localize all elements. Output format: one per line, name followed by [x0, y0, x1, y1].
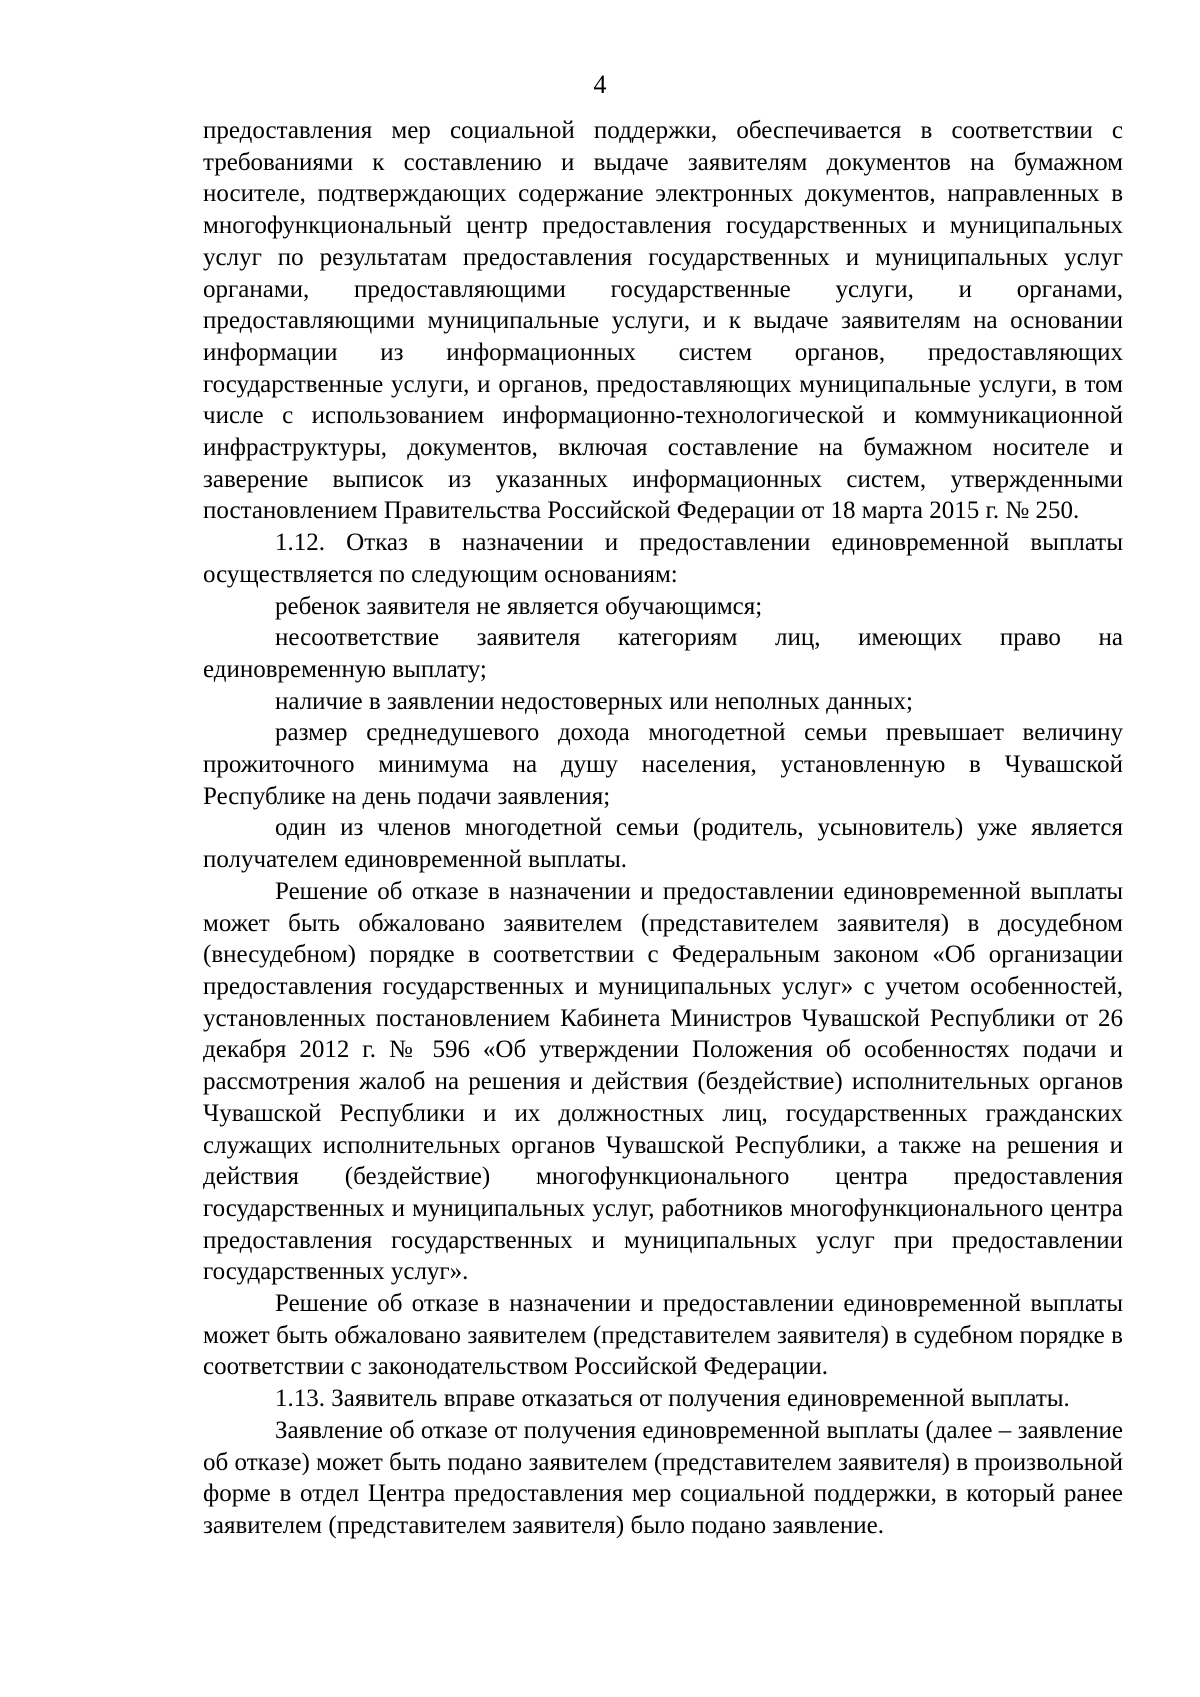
refusal-ground-already-recipient: один из членов многодетной семьи (родитель, усыновитель) уже является получателем единовременной выплаты.: [203, 814, 1123, 874]
paragraph-judicial-appeal: Решение об отказе в назначении и предоставлении единовременной выплаты может быть обжаловано заявителем (представителем заявителя) в судебном порядке в соответствии с законодательством Российской Федерации.: [203, 1290, 1123, 1381]
paragraph-1-12: 1.12. Отказ в назначении и предоставлении единовременной выплаты осуществляется по следующим основаниям:: [203, 529, 1123, 588]
paragraph-pretrial-appeal: Решение об отказе в назначении и предоставлении единовременной выплаты может быть обжаловано заявителем (представителем заявителя) в досудебном (внесудебном) порядке в соответствии с Федеральным законом «Об организации предоставления государственных и муниципальных услуг» с учетом особенностей, установленных постановлением Кабинета Министров Чувашской Республики от 26 декабря 2012 г. № 596 «Об утверждении Положения об особенностях подачи и рассмотрения жалоб на решения и действия (бездействие) исполнительных органов Чувашской Республики и их должностных лиц, государственных гражданских служащих исполнительных органов Чувашской Республики, а также на решения и действия (бездействие) многофункционального центра предоставления государственных и муниципальных услуг, работников многофункционального центра предоставления государственных и муниципальных услуг при предоставлении государственных услуг».: [203, 877, 1123, 1286]
refusal-ground-invalid-data: наличие в заявлении недостоверных или неполных данных;: [275, 687, 913, 715]
page-number: 4: [593, 70, 607, 99]
paragraph-continuation: предоставления мер социальной поддержки, обеспечивается в соответствии с требованиями к составлению и выдаче заявителям документов на бумажном носителе, подтверждающих содержание электронных документов, направленных в многофункциональный центр предоставления государственных и муниципальных услуг по результатам предоставления государственных и муниципальных услуг органами, предоставляющими государственные услуги, и органами, предоставляющими муниципальные услуги, и к выдаче заявителям на основании информации из информационных систем органов, предоставляющих государственные услуги, и органов, предоставляющих муниципальные услуги, в том числе с использованием информационно-технологической и коммуникационной инфраструктуры, документов, включая составление на бумажном носителе и заверение выписок из указанных информационных систем, утвержденными постановлением Правительства Российской Федерации от 18 марта 2015 г. № 250.: [203, 117, 1123, 525]
document-body: [203, 115, 1123, 1542]
refusal-ground-category-mismatch: несоответствие заявителя категориям лиц, имеющих право на единовременную выплату;: [203, 624, 1123, 683]
refusal-ground-not-student: ребенок заявителя не является обучающимся;: [275, 592, 763, 620]
refusal-ground-income-exceeds: размер среднедушевого дохода многодетной семьи превышает величину прожиточного минимума на душу населения, установленную в Чувашской Республике на день подачи заявления;: [203, 719, 1123, 810]
paragraph-refusal-application: Заявление об отказе от получения единовременной выплаты (далее – заявление об отказе) может быть подано заявителем (представителем заявителя) в произвольной форме в отдел Центра предоставления мер социальной поддержки, в который ранее заявителем (представителем заявителя) было подано заявление.: [203, 1416, 1123, 1539]
paragraph-1-13: 1.13. Заявитель вправе отказаться от получения единовременной выплаты.: [275, 1385, 1070, 1413]
